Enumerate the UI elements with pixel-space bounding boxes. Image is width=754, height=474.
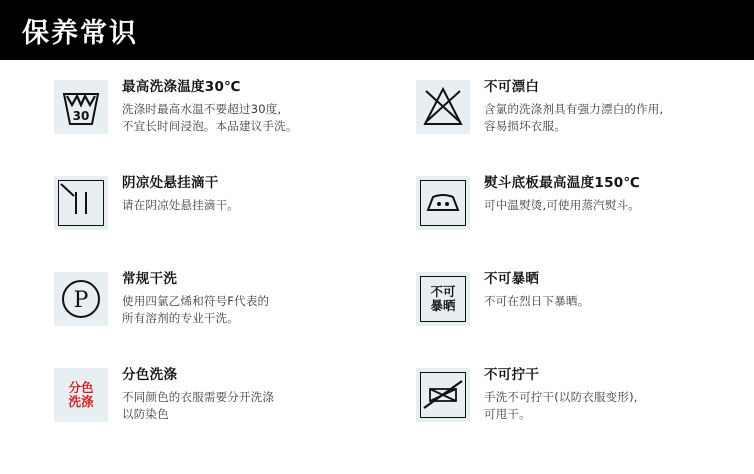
care-item-desc: 不同颜色的衣服需要分开洗涤 以防染色 bbox=[122, 390, 275, 421]
care-item-text bbox=[484, 78, 663, 134]
care-item-iron bbox=[370, 174, 754, 270]
svg-text:P: P bbox=[73, 288, 89, 313]
dry-clean-p-icon bbox=[54, 272, 108, 326]
page-header bbox=[0, 0, 754, 60]
care-item-wash-temp bbox=[0, 78, 370, 174]
care-symbol-grid bbox=[0, 60, 754, 462]
page-title: 保养常识 bbox=[22, 17, 138, 49]
drip-dry-in-shade-icon bbox=[54, 176, 108, 230]
no-bleach-icon bbox=[416, 80, 470, 134]
care-item-no-wring bbox=[370, 366, 754, 462]
iron-max-150-icon bbox=[416, 176, 470, 230]
separate-color-wash-icon bbox=[54, 368, 108, 422]
care-item-text bbox=[122, 366, 274, 422]
care-item-desc: 使用四氯乙烯和符号F代表的 所有溶剂的专业干洗。 bbox=[122, 294, 270, 325]
care-item-text bbox=[484, 174, 640, 214]
care-item-desc: 不可在烈日下暴晒。 bbox=[484, 294, 590, 308]
care-item-text bbox=[122, 78, 298, 134]
care-item-text bbox=[122, 270, 269, 326]
no-sun-exposure-icon bbox=[416, 272, 470, 326]
no-sun-icon-label: 不可 暴晒 bbox=[430, 284, 456, 313]
care-item-title: 不可拧干 bbox=[484, 367, 540, 383]
care-item-title: 不可漂白 bbox=[484, 79, 540, 95]
care-item-text bbox=[484, 366, 638, 422]
care-item-no-sun bbox=[370, 270, 754, 366]
care-item-text bbox=[122, 174, 239, 214]
care-item-title: 最高洗涤温度30℃ bbox=[122, 79, 241, 95]
svg-text:30: 30 bbox=[72, 109, 90, 123]
separate-wash-icon-label: 分色 洗涤 bbox=[68, 380, 94, 409]
care-item-title: 阴凉处悬挂滴干 bbox=[122, 175, 219, 191]
care-item-title: 分色洗涤 bbox=[122, 367, 178, 383]
care-item-title: 常规干洗 bbox=[122, 271, 178, 287]
care-item-dry-clean bbox=[0, 270, 370, 366]
care-item-desc: 含氯的洗涤剂具有强力漂白的作用, 容易损坏衣服。 bbox=[484, 102, 664, 133]
care-item-desc: 可中温熨烫,可使用蒸汽熨斗。 bbox=[484, 198, 640, 212]
care-item-drip-dry bbox=[0, 174, 370, 270]
care-item-desc: 手洗不可拧干(以防衣服变形), 可甩干。 bbox=[484, 390, 638, 421]
no-wring-icon bbox=[416, 368, 470, 422]
care-item-desc: 洗涤时最高水温不要超过30度, 不宜长时间浸泡。本品建议手洗。 bbox=[122, 102, 298, 133]
wash-temp-30-icon bbox=[54, 80, 108, 134]
care-item-title: 不可暴晒 bbox=[484, 271, 540, 287]
care-item-no-bleach bbox=[370, 78, 754, 174]
care-item-desc: 请在阴凉处悬挂滴干。 bbox=[122, 198, 239, 212]
care-item-title: 熨斗底板最高温度150℃ bbox=[484, 175, 641, 191]
care-item-separate-wash bbox=[0, 366, 370, 462]
care-item-text bbox=[484, 270, 589, 310]
